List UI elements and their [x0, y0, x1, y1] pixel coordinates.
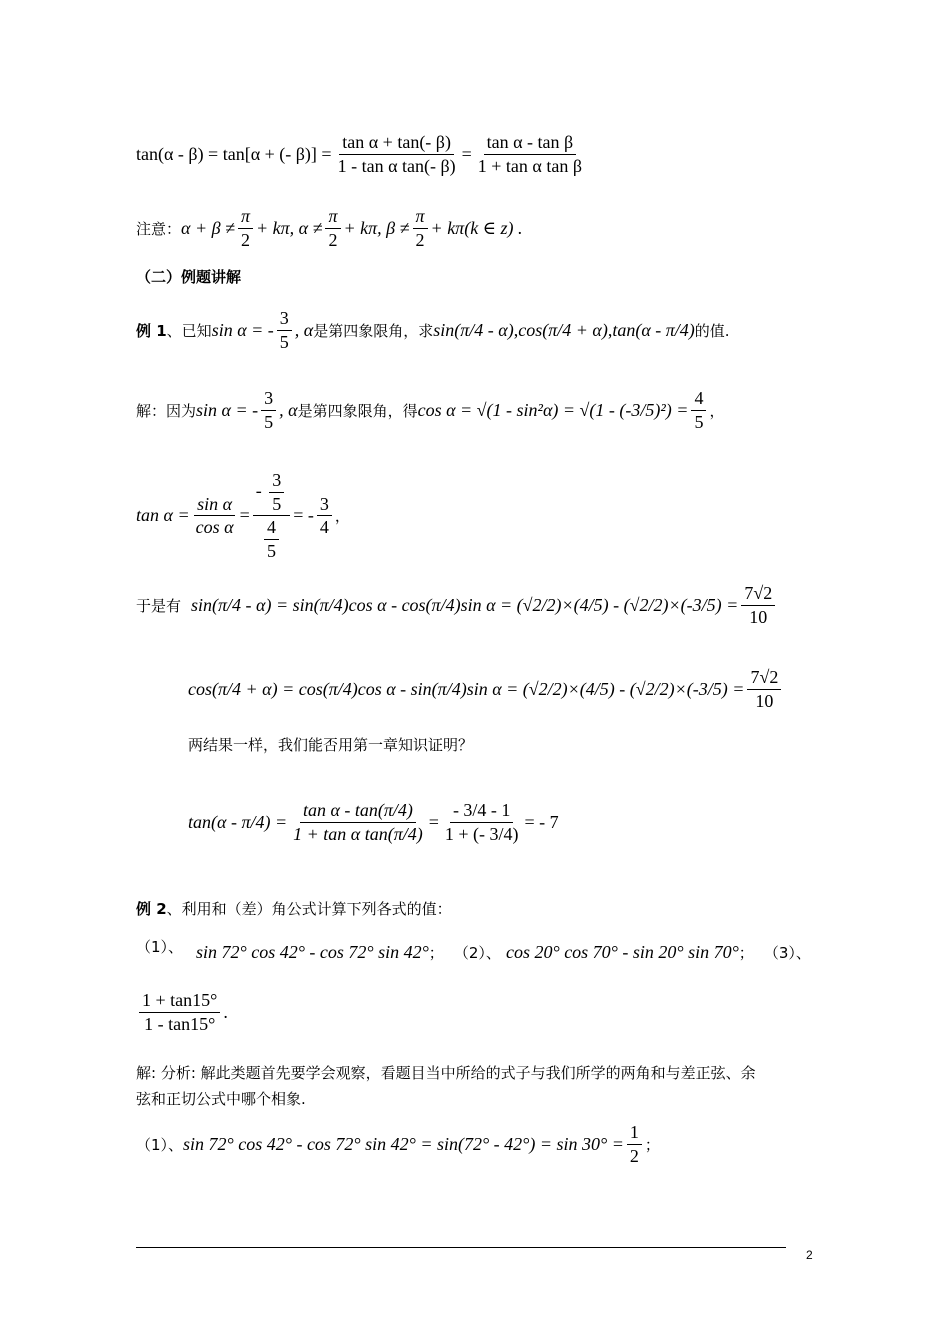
equals-sign: = — [461, 143, 472, 164]
note-line — [136, 206, 523, 250]
numerator: 3 — [269, 470, 284, 493]
denominator-two: 2 — [415, 229, 425, 250]
item-2-expression: cos 20° cos 70° - sin 20° sin 70° — [506, 942, 739, 962]
fraction-2-numerator: tan α - tan β — [484, 132, 577, 155]
sin-expansion: sin(π/4 - α) = sin(π/4)cos α - cos(π/4)sin α = (√2/2)×(4/5) - (√2/2)×(-3/5) = — [191, 594, 739, 615]
section-title: （二）例题讲解 — [136, 268, 242, 286]
compound-numerator: - $\frac{3}{5}$ — [253, 470, 291, 516]
cos-line — [188, 667, 784, 711]
denominator: 2 — [629, 1145, 639, 1166]
fraction-2 — [475, 132, 585, 176]
item-3-label: （3）、 — [763, 944, 811, 962]
tan-result: = - 7 — [524, 811, 559, 832]
three-fourths — [317, 494, 332, 538]
tan-line: tan(α - π/4) = $\frac{\text{tan α - tan(π/4)}}{\text{1 + tan α tan(π/4)}}$ = $\frac{- 3/4 - 1}{1 + (- 3/4)}$ = - 7 — [188, 800, 559, 844]
example-2-item-3 — [136, 990, 228, 1034]
answer-1-expression: sin 72° cos 42° - cos 72° sin 42° = sin(72° - 42°) = sin 30° = — [183, 1133, 624, 1154]
denominator-two: 2 — [240, 229, 250, 250]
page-number: 2 — [806, 1248, 813, 1262]
yushi-label: 于是有 — [136, 596, 182, 615]
note-condition-a: α + β ≠ — [181, 217, 235, 238]
example-2-text: 、利用和（差）角公式计算下列各式的值： — [166, 900, 452, 918]
fraction-1-numerator: tan α + tan(- β) — [339, 132, 454, 155]
denominator: 1 - tan15° — [144, 1013, 216, 1034]
tan-fraction — [290, 800, 426, 844]
note-condition-b: + kπ, α ≠ — [256, 217, 323, 238]
seven-root2-over-10 — [747, 667, 781, 711]
solution-pre: 解：因为 — [136, 401, 197, 420]
fraction-1-denominator: 1 - tan α tan(- β) — [337, 155, 456, 176]
example-2-items — [136, 936, 183, 957]
formula-tan-difference — [136, 132, 588, 176]
denominator: 5 — [264, 411, 274, 432]
note-label: 注意： — [136, 219, 182, 238]
fraction-2-denominator: 1 + tan α tan β — [477, 155, 583, 176]
numerator: 4 — [264, 517, 279, 540]
pi-over-2-b — [325, 206, 340, 250]
three-fifths — [277, 308, 292, 352]
numerator: 1 — [627, 1122, 642, 1145]
pi-over-2-c — [413, 206, 428, 250]
cos-expansion: cos(π/4 + α) = cos(π/4)cos α - sin(π/4)sin α = (√2/2)×(4/5) - (√2/2)×(-3/5) = — [188, 678, 745, 699]
separator: ； — [428, 944, 444, 962]
solution-mid: 是第四象限角，得 — [297, 401, 418, 420]
question-cos: cos(π/4 + α) — [518, 319, 608, 340]
denominator-two: 2 — [328, 229, 338, 250]
example-2-item-1 — [196, 942, 501, 963]
separator: ； — [738, 944, 754, 962]
tail: ， — [334, 507, 350, 526]
denominator: 1 + tan α tan(π/4) — [293, 823, 423, 844]
solution-sin-equation: sin α = - — [196, 399, 259, 420]
numerator: - 3/4 - 1 — [450, 800, 514, 823]
numerator: 7√2 — [747, 667, 781, 690]
example-2 — [136, 898, 452, 919]
formula-lhs: tan(α - β) = tan[α + (- β)] = — [136, 143, 332, 164]
fraction-1 — [335, 132, 459, 176]
tan-line-lhs: tan(α - π/4) = — [188, 811, 288, 832]
three-fifths — [261, 388, 276, 432]
solution-tail: ， — [709, 401, 725, 420]
question-sin: sin(π/4 - α) — [433, 319, 514, 340]
equals-sign: = — [239, 505, 250, 526]
denominator: 5 — [694, 411, 704, 432]
tail: . — [223, 1001, 228, 1022]
analysis-line-2: 弦和正切公式中哪个相象. — [136, 1090, 306, 1108]
tan15-fraction — [139, 990, 220, 1034]
numerator: sin α — [194, 494, 235, 517]
numerator: 1 + tan15° — [139, 990, 220, 1013]
solution-1 — [136, 388, 724, 432]
seven-root2-over-10 — [741, 583, 775, 627]
denominator: 5 — [266, 541, 276, 562]
denominator: 1 + (- 3/4) — [444, 823, 519, 844]
example-1-pre: 、已知 — [166, 321, 212, 340]
example-2-label: 例 2 — [136, 900, 167, 918]
compound-fraction — [253, 470, 291, 562]
numerator: tan α - tan(π/4) — [300, 800, 416, 823]
cos-alpha-derivation: cos α = √(1 - sin²α) = √(1 - (-3/5)²) = — [417, 399, 689, 420]
denominator: 5 — [272, 493, 282, 514]
tail: ； — [644, 1135, 660, 1154]
denominator: 10 — [749, 606, 768, 627]
example-1: 例 1 、已知 sin α = - $\frac{3}{5}$ , α 是第四象限角，求 sin(π/4 - α) , cos(π/4 + α) , tan(α - π/4) 的值. — [136, 308, 730, 352]
item-1-label: （1）、 — [136, 938, 184, 956]
numerator: 7√2 — [741, 583, 775, 606]
numerator: 3 — [261, 388, 276, 411]
example-1-label: 例 1 — [136, 321, 167, 340]
numeric-fraction — [442, 800, 522, 844]
pi-symbol: π — [413, 206, 428, 229]
note-condition-c: + kπ, β ≠ — [343, 217, 410, 238]
compound-denominator — [258, 516, 285, 561]
item-2-label: （2）、 — [453, 944, 501, 962]
sin-alpha-equation: sin α = - — [211, 319, 274, 340]
note-condition-d: + kπ(k ∈ z) . — [430, 217, 523, 238]
denominator: 5 — [279, 331, 289, 352]
tan-alpha-line — [136, 470, 350, 562]
tan-alpha-lhs: tan α = — [136, 505, 190, 526]
one-half — [627, 1122, 642, 1166]
example-2-item-2 — [506, 942, 811, 963]
numerator: 3 — [317, 494, 332, 517]
four-fifths — [264, 517, 279, 561]
yushi-line — [136, 583, 778, 627]
numerator: 4 — [691, 388, 706, 411]
minus-three-fifths — [269, 470, 284, 514]
analysis-line-1: 解: 分析: 解此类题首先要学会观察，看题目当中所给的式子与我们所学的两角和与差正弦、余 — [136, 1064, 756, 1082]
denominator: 10 — [755, 690, 774, 711]
pi-over-2-a — [238, 206, 253, 250]
example-1-tail: 的值. — [694, 321, 730, 340]
pi-symbol: π — [238, 206, 253, 229]
example-1-mid: 是第四象限角，求 — [313, 321, 434, 340]
item-1-expression: sin 72° cos 42° - cos 72° sin 42° — [196, 942, 429, 962]
comma-alpha: , α — [294, 319, 314, 340]
denominator: 4 — [319, 517, 329, 538]
result-prefix: = - — [293, 505, 314, 526]
question-tan: tan(α - π/4) — [612, 319, 695, 340]
numerator: 3 — [277, 308, 292, 331]
question-line: 两结果一样，我们能否用第一章知识证明？ — [188, 736, 474, 754]
answer-1 — [136, 1122, 660, 1166]
comma-alpha: , α — [279, 399, 298, 420]
sin-over-cos — [193, 494, 237, 538]
answer-1-label: （1）、 — [136, 1135, 184, 1154]
denominator: cos α — [195, 517, 234, 538]
footer-divider — [136, 1247, 786, 1248]
pi-symbol: π — [325, 206, 340, 229]
four-fifths — [691, 388, 706, 432]
